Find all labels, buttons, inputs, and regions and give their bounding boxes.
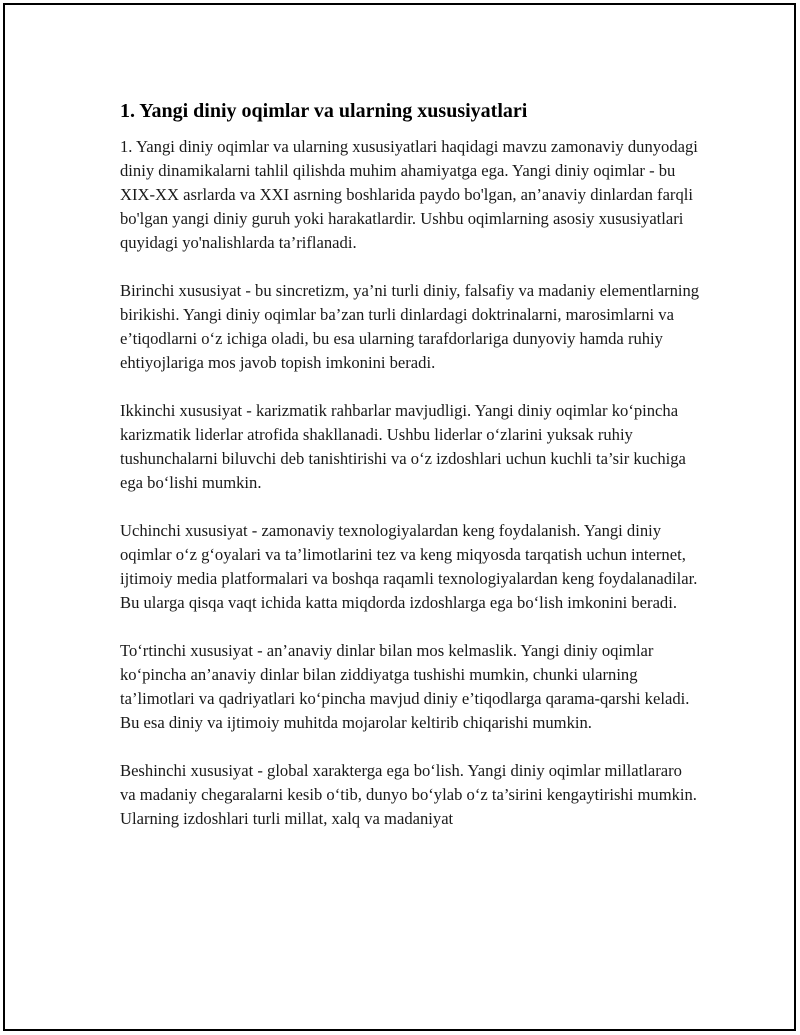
- paragraph-fifth-feature: Beshinchi xususiyat - global xarakterga ega bo‘lish. Yangi diniy oqimlar millatlararo va madaniy chegaralarni kesib o‘tib, dunyo bo‘ylab o‘z ta’sirini kengaytirishi mumkin. Ularning izdoshlari turli millat, xalq va madaniyat: [120, 761, 697, 828]
- paragraph-fourth-feature: To‘rtinchi xususiyat - an’anaviy dinlar bilan mos kelmaslik. Yangi diniy oqimlar ko‘pincha an’anaviy dinlar bilan ziddiyatga tushishi mumkin, chunki ularning ta’limotlari va qadriyatlari ko‘pincha mavjud diniy e’tiqodlarga qarama-qarshi keladi. Bu esa diniy va ijtimoiy muhitda mojarolar keltirib chiqarishi mumkin.: [120, 641, 690, 732]
- document-body: [120, 99, 700, 855]
- paragraph-third-feature: Uchinchi xususiyat - zamonaviy texnologiyalardan keng foydalanish. Yangi diniy oqimlar o‘z g‘oyalari va ta’limotlarini tez va keng miqyosda tarqatish uchun internet, ijtimoiy media platformalari va boshqa raqamli texnologiyalardan keng foydalanadilar. Bu ularga qisqa vaqt ichida katta miqdorda izdoshlarga ega bo‘lish imkonini beradi.: [120, 521, 698, 612]
- paragraph-second-feature: Ikkinchi xususiyat - karizmatik rahbarlar mavjudligi. Yangi diniy oqimlar ko‘pincha karizmatik liderlar atrofida shakllanadi. Ushbu liderlar o‘zlarini yuksak ruhiy tushunchalarni biluvchi deb tanishtirishi va o‘z izdoshlari uchun kuchli ta’sir kuchiga ega bo‘lishi mumkin.: [120, 401, 686, 492]
- section-heading: 1. Yangi diniy oqimlar va ularning xususiyatlari: [120, 100, 528, 122]
- paragraph-first-feature: Birinchi xususiyat - bu sincretizm, ya’ni turli diniy, falsafiy va madaniy elementlarning birikishi. Yangi diniy oqimlar ba’zan turli dinlardagi doktrinalarni, marosimlarni va e’tiqodlarni o‘z ichiga oladi, bu esa ularning tarafdorlariga dunyoviy hamda ruhiy ehtiyojlariga mos javob topish imkonini beradi.: [120, 281, 700, 372]
- paragraph-intro: 1. Yangi diniy oqimlar va ularning xususiyatlari haqidagi mavzu zamonaviy dunyodagi diniy dinamikalarni tahlil qilishda muhim ahamiyatga ega. Yangi diniy oqimlar - bu XIX-XX asrlarda va XXI asrning boshlarida paydo bo'lgan, an’anaviy dinlardan farqli bo'lgan yangi diniy guruh yoki harakatlardir. Ushbu oqimlarning asosiy xususiyatlari quyidagi yo'nalishlarda ta’riflanadi.: [120, 137, 698, 252]
- document-page: [3, 3, 796, 1031]
